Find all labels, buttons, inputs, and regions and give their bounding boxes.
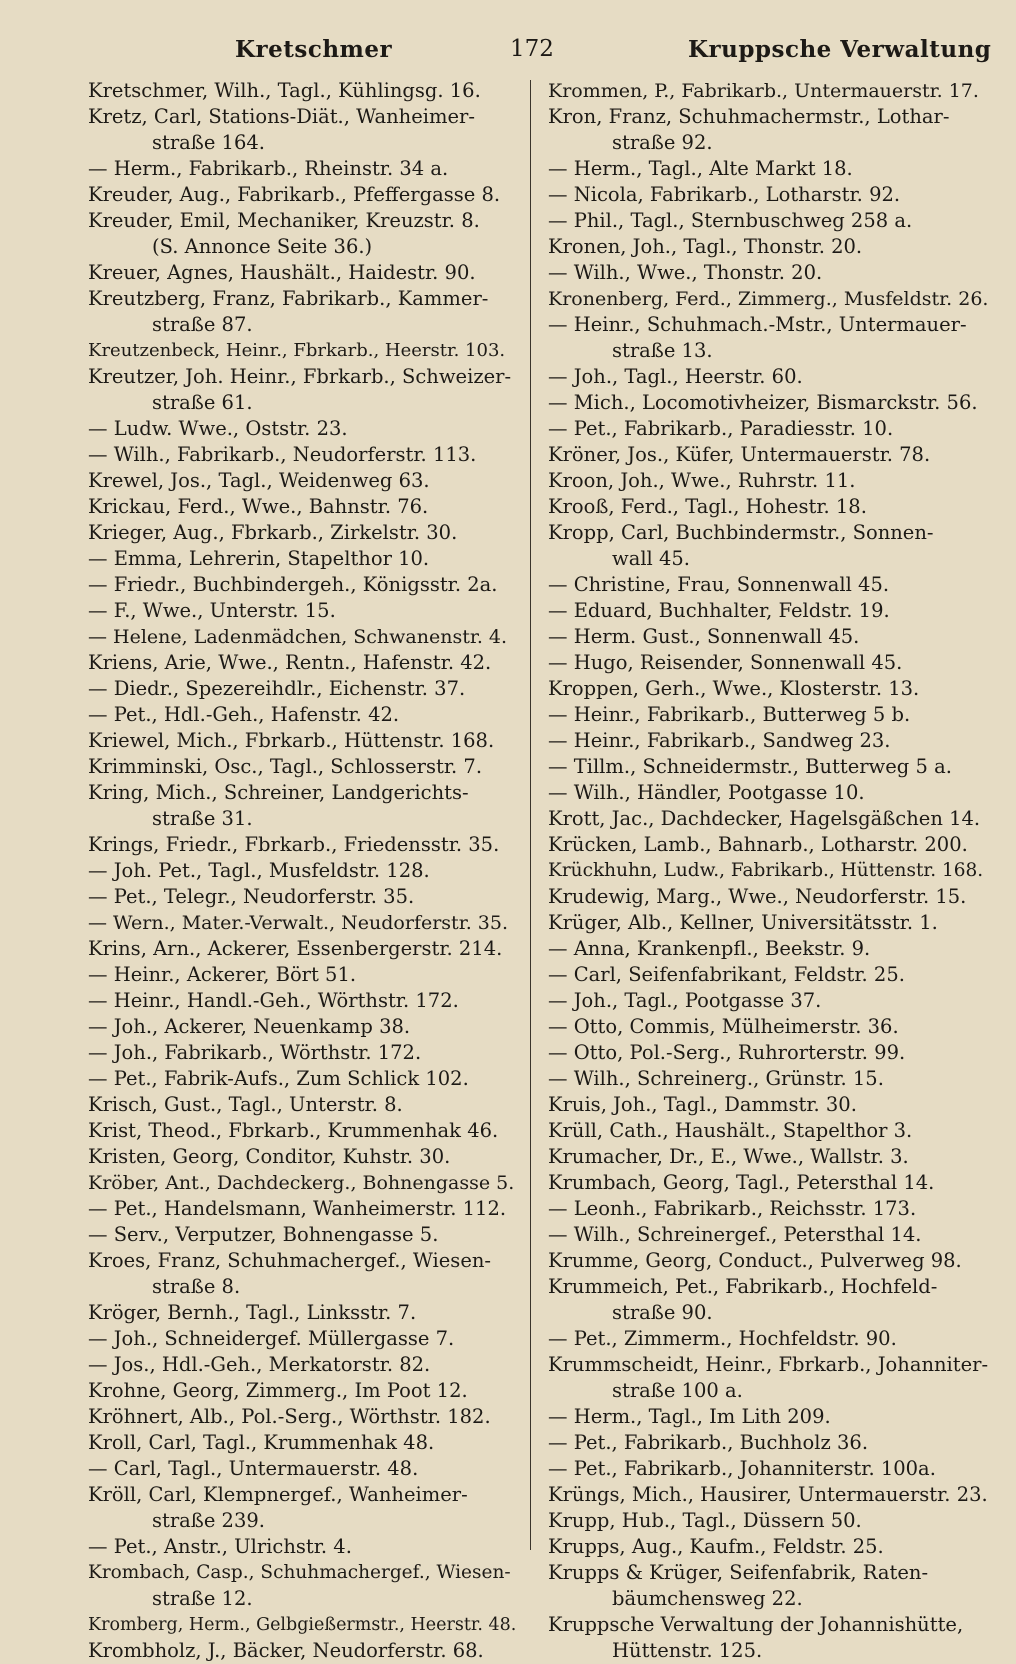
directory-entry: — Anna, Krankenpfl., Beekstr. 9. — [548, 937, 871, 960]
directory-entry: — Heinr., Handl.-Geh., Wörthstr. 172. — [88, 989, 459, 1012]
directory-entry: Kröll, Carl, Klempnergef., Wanheimer- — [88, 1483, 468, 1506]
directory-entry: Krommen, P., Fabrikarb., Untermauerstr. 17. — [548, 80, 979, 102]
directory-entry: — Helene, Ladenmädchen, Schwanenstr. 4. — [88, 626, 508, 648]
directory-entry: — Pet., Hdl.-Geh., Hafenstr. 42. — [88, 703, 400, 726]
directory-entry: Krumbach, Georg, Tagl., Petersthal 14. — [548, 1171, 935, 1194]
entry-continuation: wall 45. — [612, 547, 690, 570]
directory-entry: — Hugo, Reisender, Sonnenwall 45. — [548, 651, 903, 674]
directory-entry: — Pet., Anstr., Ulrichstr. 4. — [88, 1535, 352, 1558]
entry-continuation: (S. Annonce Seite 36.) — [152, 235, 373, 258]
directory-entry: Krüngs, Mich., Hausirer, Untermauerstr. 23. — [548, 1483, 988, 1506]
directory-entry: Kriens, Arie, Wwe., Rentn., Hafenstr. 42. — [88, 651, 492, 674]
directory-entry: Krombholz, J., Bäcker, Neudorferstr. 68. — [88, 1639, 484, 1662]
directory-entry: — Wilh., Wwe., Thonstr. 20. — [548, 261, 823, 284]
directory-entry: Krüger, Alb., Kellner, Universitätsstr. 1. — [548, 911, 938, 934]
directory-entry: Kreuder, Emil, Mechaniker, Kreuzstr. 8. — [88, 209, 480, 232]
directory-entry: — Wilh., Schreinerg., Grünstr. 15. — [548, 1067, 884, 1090]
directory-entry: — Joh., Ackerer, Neuenkamp 38. — [88, 1015, 411, 1038]
directory-entry: — Ludw. Wwe., Oststr. 23. — [88, 417, 348, 440]
directory-entry: — Carl, Tagl., Untermauerstr. 48. — [88, 1457, 419, 1480]
directory-entry: Krings, Friedr., Fbrkarb., Friedensstr. 35. — [88, 833, 500, 856]
directory-entry: — Diedr., Spezereihdlr., Eichenstr. 37. — [88, 677, 466, 700]
directory-entry: Kron, Franz, Schuhmachermstr., Lothar- — [548, 105, 950, 128]
directory-entry: Krieger, Aug., Fbrkarb., Zirkelstr. 30. — [88, 521, 458, 544]
directory-entry: Kromberg, Herm., Gelbgießermstr., Heerstr. 48. — [88, 1615, 516, 1635]
page-number: 172 — [510, 36, 554, 62]
directory-entry: Kretz, Carl, Stations-Diät., Wanheimer- — [88, 105, 475, 128]
directory-entry: Krott, Jac., Dachdecker, Hagelsgäßchen 14. — [548, 807, 981, 830]
directory-entry: — Heinr., Fabrikarb., Butterweg 5 b. — [548, 703, 911, 726]
directory-entry: Krisch, Gust., Tagl., Unterstr. 8. — [88, 1093, 403, 1116]
directory-entry: — Herm. Gust., Sonnenwall 45. — [548, 625, 860, 648]
directory-entry: — Tillm., Schneidermstr., Butterweg 5 a. — [548, 755, 952, 778]
directory-entry: Krumacher, Dr., E., Wwe., Wallstr. 3. — [548, 1145, 909, 1168]
directory-entry: — Eduard, Buchhalter, Feldstr. 19. — [548, 599, 890, 622]
directory-entry: — Christine, Frau, Sonnenwall 45. — [548, 573, 890, 596]
directory-entry: Kroppen, Gerh., Wwe., Klosterstr. 13. — [548, 677, 920, 700]
directory-entry: Kroes, Franz, Schuhmachergef., Wiesen- — [88, 1249, 492, 1272]
entry-continuation: straße 100 a. — [612, 1379, 743, 1402]
directory-entry: Krupps, Aug., Kaufm., Feldstr. 25. — [548, 1535, 884, 1558]
page-header — [0, 30, 1016, 70]
entry-continuation: straße 13. — [612, 339, 713, 362]
directory-entry: — Pet., Telegr., Neudorferstr. 35. — [88, 885, 415, 908]
entry-continuation: straße 90. — [612, 1301, 713, 1324]
directory-entry: Krücken, Lamb., Bahnarb., Lotharstr. 200. — [548, 833, 968, 856]
directory-entry: — F., Wwe., Unterstr. 15. — [88, 599, 336, 622]
directory-entry: — Nicola, Fabrikarb., Lotharstr. 92. — [548, 183, 901, 206]
directory-entry: — Friedr., Buchbindergeh., Königsstr. 2a. — [88, 573, 498, 596]
directory-entry: — Phil., Tagl., Sternbuschweg 258 a. — [548, 209, 913, 232]
directory-entry: — Pet., Fabrik-Aufs., Zum Schlick 102. — [88, 1067, 469, 1090]
directory-entry: — Serv., Verputzer, Bohnengasse 5. — [88, 1223, 439, 1246]
directory-entry: Kring, Mich., Schreiner, Landgerichts- — [88, 781, 469, 804]
directory-entry: Kröber, Ant., Dachdeckerg., Bohnengasse 5. — [88, 1172, 515, 1194]
directory-entry: — Wilh., Fabrikarb., Neudorferstr. 113. — [88, 443, 477, 466]
entry-continuation: Hüttenstr. 125. — [612, 1639, 763, 1662]
directory-entry: Kroll, Carl, Tagl., Krummenhak 48. — [88, 1431, 435, 1454]
directory-entry: Kruis, Joh., Tagl., Dammstr. 30. — [548, 1093, 857, 1116]
directory-entry: Krupps & Krüger, Seifenfabrik, Raten- — [548, 1561, 929, 1584]
directory-entry: Krombach, Casp., Schuhmachergef., Wiesen- — [88, 1562, 511, 1583]
directory-entry: Kropp, Carl, Buchbindermstr., Sonnen- — [548, 521, 934, 544]
directory-entry: Krupp, Hub., Tagl., Düssern 50. — [548, 1509, 862, 1532]
right-column — [548, 78, 988, 1664]
directory-entry: Kreuer, Agnes, Haushält., Haidestr. 90. — [88, 261, 476, 284]
directory-entry: Kruppsche Verwaltung der Johannishütte, — [548, 1613, 964, 1636]
entry-continuation: straße 61. — [152, 391, 253, 414]
directory-entry: — Heinr., Schuhmach.-Mstr., Untermauer- — [548, 313, 967, 336]
directory-entry: — Heinr., Fabrikarb., Sandweg 23. — [548, 729, 891, 752]
directory-entry: Kriewel, Mich., Fbrkarb., Hüttenstr. 168. — [88, 729, 495, 752]
directory-entry: Kröner, Jos., Küfer, Untermauerstr. 78. — [548, 443, 931, 466]
entry-continuation: straße 87. — [152, 313, 253, 336]
directory-entry: — Joh. Pet., Tagl., Musfeldstr. 128. — [88, 859, 430, 882]
entry-continuation: straße 8. — [152, 1275, 241, 1298]
entry-continuation: bäumchensweg 22. — [612, 1587, 803, 1610]
directory-entry: — Joh., Fabrikarb., Wörthstr. 172. — [88, 1041, 422, 1064]
directory-entry: — Herm., Fabrikarb., Rheinstr. 34 a. — [88, 157, 449, 180]
directory-entry: Krückhuhn, Ludw., Fabrikarb., Hüttenstr. 168. — [548, 860, 984, 881]
directory-entry: — Pet., Fabrikarb., Buchholz 36. — [548, 1431, 869, 1454]
directory-entry: — Mich., Locomotivheizer, Bismarckstr. 56. — [548, 391, 978, 414]
directory-entry: Kroon, Joh., Wwe., Ruhrstr. 11. — [548, 469, 856, 492]
directory-entry: Kreuder, Aug., Fabrikarb., Pfeffergasse 8. — [88, 183, 501, 206]
directory-entry: Kreutzberg, Franz, Fabrikarb., Kammer- — [88, 287, 489, 310]
directory-entry: — Wilh., Händler, Pootgasse 10. — [548, 781, 865, 804]
directory-entry: Krewel, Jos., Tagl., Weidenweg 63. — [88, 469, 430, 492]
directory-entry: — Herm., Tagl., Im Lith 209. — [548, 1405, 831, 1428]
directory-entry: Krins, Arn., Ackerer, Essenbergerstr. 214. — [88, 937, 503, 960]
directory-entry: Kreutzenbeck, Heinr., Fbrkarb., Heerstr. 103. — [88, 340, 506, 361]
left-column — [88, 78, 516, 1664]
directory-entry: — Otto, Pol.-Serg., Ruhrorterstr. 99. — [548, 1041, 906, 1064]
directory-entry: Kronen, Joh., Tagl., Thonstr. 20. — [548, 235, 863, 258]
directory-entry: — Herm., Tagl., Alte Markt 18. — [548, 157, 853, 180]
directory-entry: — Joh., Schneidergef. Müllergasse 7. — [88, 1327, 455, 1350]
directory-entry: Krohne, Georg, Zimmerg., Im Poot 12. — [88, 1379, 468, 1402]
directory-entry: — Emma, Lehrerin, Stapelthor 10. — [88, 547, 430, 570]
entry-continuation: straße 164. — [152, 131, 265, 154]
directory-entry: Krimminski, Osc., Tagl., Schlosserstr. 7. — [88, 755, 483, 778]
directory-entry: Kröhnert, Alb., Pol.-Serg., Wörthstr. 182. — [88, 1405, 491, 1428]
running-head-left: Kretschmer — [235, 36, 393, 63]
entry-continuation: straße 31. — [152, 807, 253, 830]
column-divider — [530, 80, 531, 1550]
directory-entry: — Pet., Fabrikarb., Paradiesstr. 10. — [548, 417, 894, 440]
directory-entry: Krumme, Georg, Conduct., Pulverweg 98. — [548, 1249, 962, 1272]
directory-entry: Kronenberg, Ferd., Zimmerg., Musfeldstr. 26. — [548, 288, 988, 310]
directory-entry: Krickau, Ferd., Wwe., Bahnstr. 76. — [88, 495, 429, 518]
directory-entry: — Otto, Commis, Mülheimerstr. 36. — [548, 1015, 899, 1038]
directory-entry: Kreutzer, Joh. Heinr., Fbrkarb., Schweizer- — [88, 365, 512, 388]
directory-entry: — Leonh., Fabrikarb., Reichsstr. 173. — [548, 1197, 917, 1220]
directory-entry: — Pet., Zimmerm., Hochfeldstr. 90. — [548, 1327, 897, 1350]
directory-entry: Krudewig, Marg., Wwe., Neudorferstr. 15. — [548, 885, 967, 908]
directory-entry: — Pet., Handelsmann, Wanheimerstr. 112. — [88, 1197, 507, 1220]
directory-entry: — Joh., Tagl., Heerstr. 60. — [548, 365, 803, 388]
directory-entry: — Wern., Mater.-Verwalt., Neudorferstr. 35. — [88, 912, 508, 934]
directory-entry: — Heinr., Ackerer, Bört 51. — [88, 963, 357, 986]
directory-entry: Kretschmer, Wilh., Tagl., Kühlingsg. 16. — [88, 79, 481, 102]
directory-entry: — Joh., Tagl., Pootgasse 37. — [548, 989, 822, 1012]
directory-entry: Kristen, Georg, Conditor, Kuhstr. 30. — [88, 1145, 451, 1168]
directory-entry: Krummeich, Pet., Fabrikarb., Hochfeld- — [548, 1275, 938, 1298]
directory-entry: Krüll, Cath., Haushält., Stapelthor 3. — [548, 1119, 913, 1142]
entry-continuation: straße 92. — [612, 131, 713, 154]
directory-entry: Kröger, Bernh., Tagl., Linksstr. 7. — [88, 1301, 417, 1324]
entry-continuation: straße 12. — [152, 1587, 253, 1610]
directory-entry: Krist, Theod., Fbrkarb., Krummenhak 46. — [88, 1119, 499, 1142]
directory-entry: — Wilh., Schreinergef., Petersthal 14. — [548, 1223, 922, 1246]
entry-continuation: straße 239. — [152, 1509, 265, 1532]
directory-entry: — Jos., Hdl.-Geh., Merkatorstr. 82. — [88, 1353, 431, 1376]
directory-entry: Krummscheidt, Heinr., Fbrkarb., Johanniter- — [548, 1353, 988, 1376]
directory-entry: — Pet., Fabrikarb., Johanniterstr. 100a. — [548, 1457, 936, 1480]
directory-entry: Krooß, Ferd., Tagl., Hohestr. 18. — [548, 495, 867, 518]
directory-entry: — Carl, Seifenfabrikant, Feldstr. 25. — [548, 963, 905, 986]
running-head-right: Kruppsche Verwaltung — [688, 36, 992, 63]
